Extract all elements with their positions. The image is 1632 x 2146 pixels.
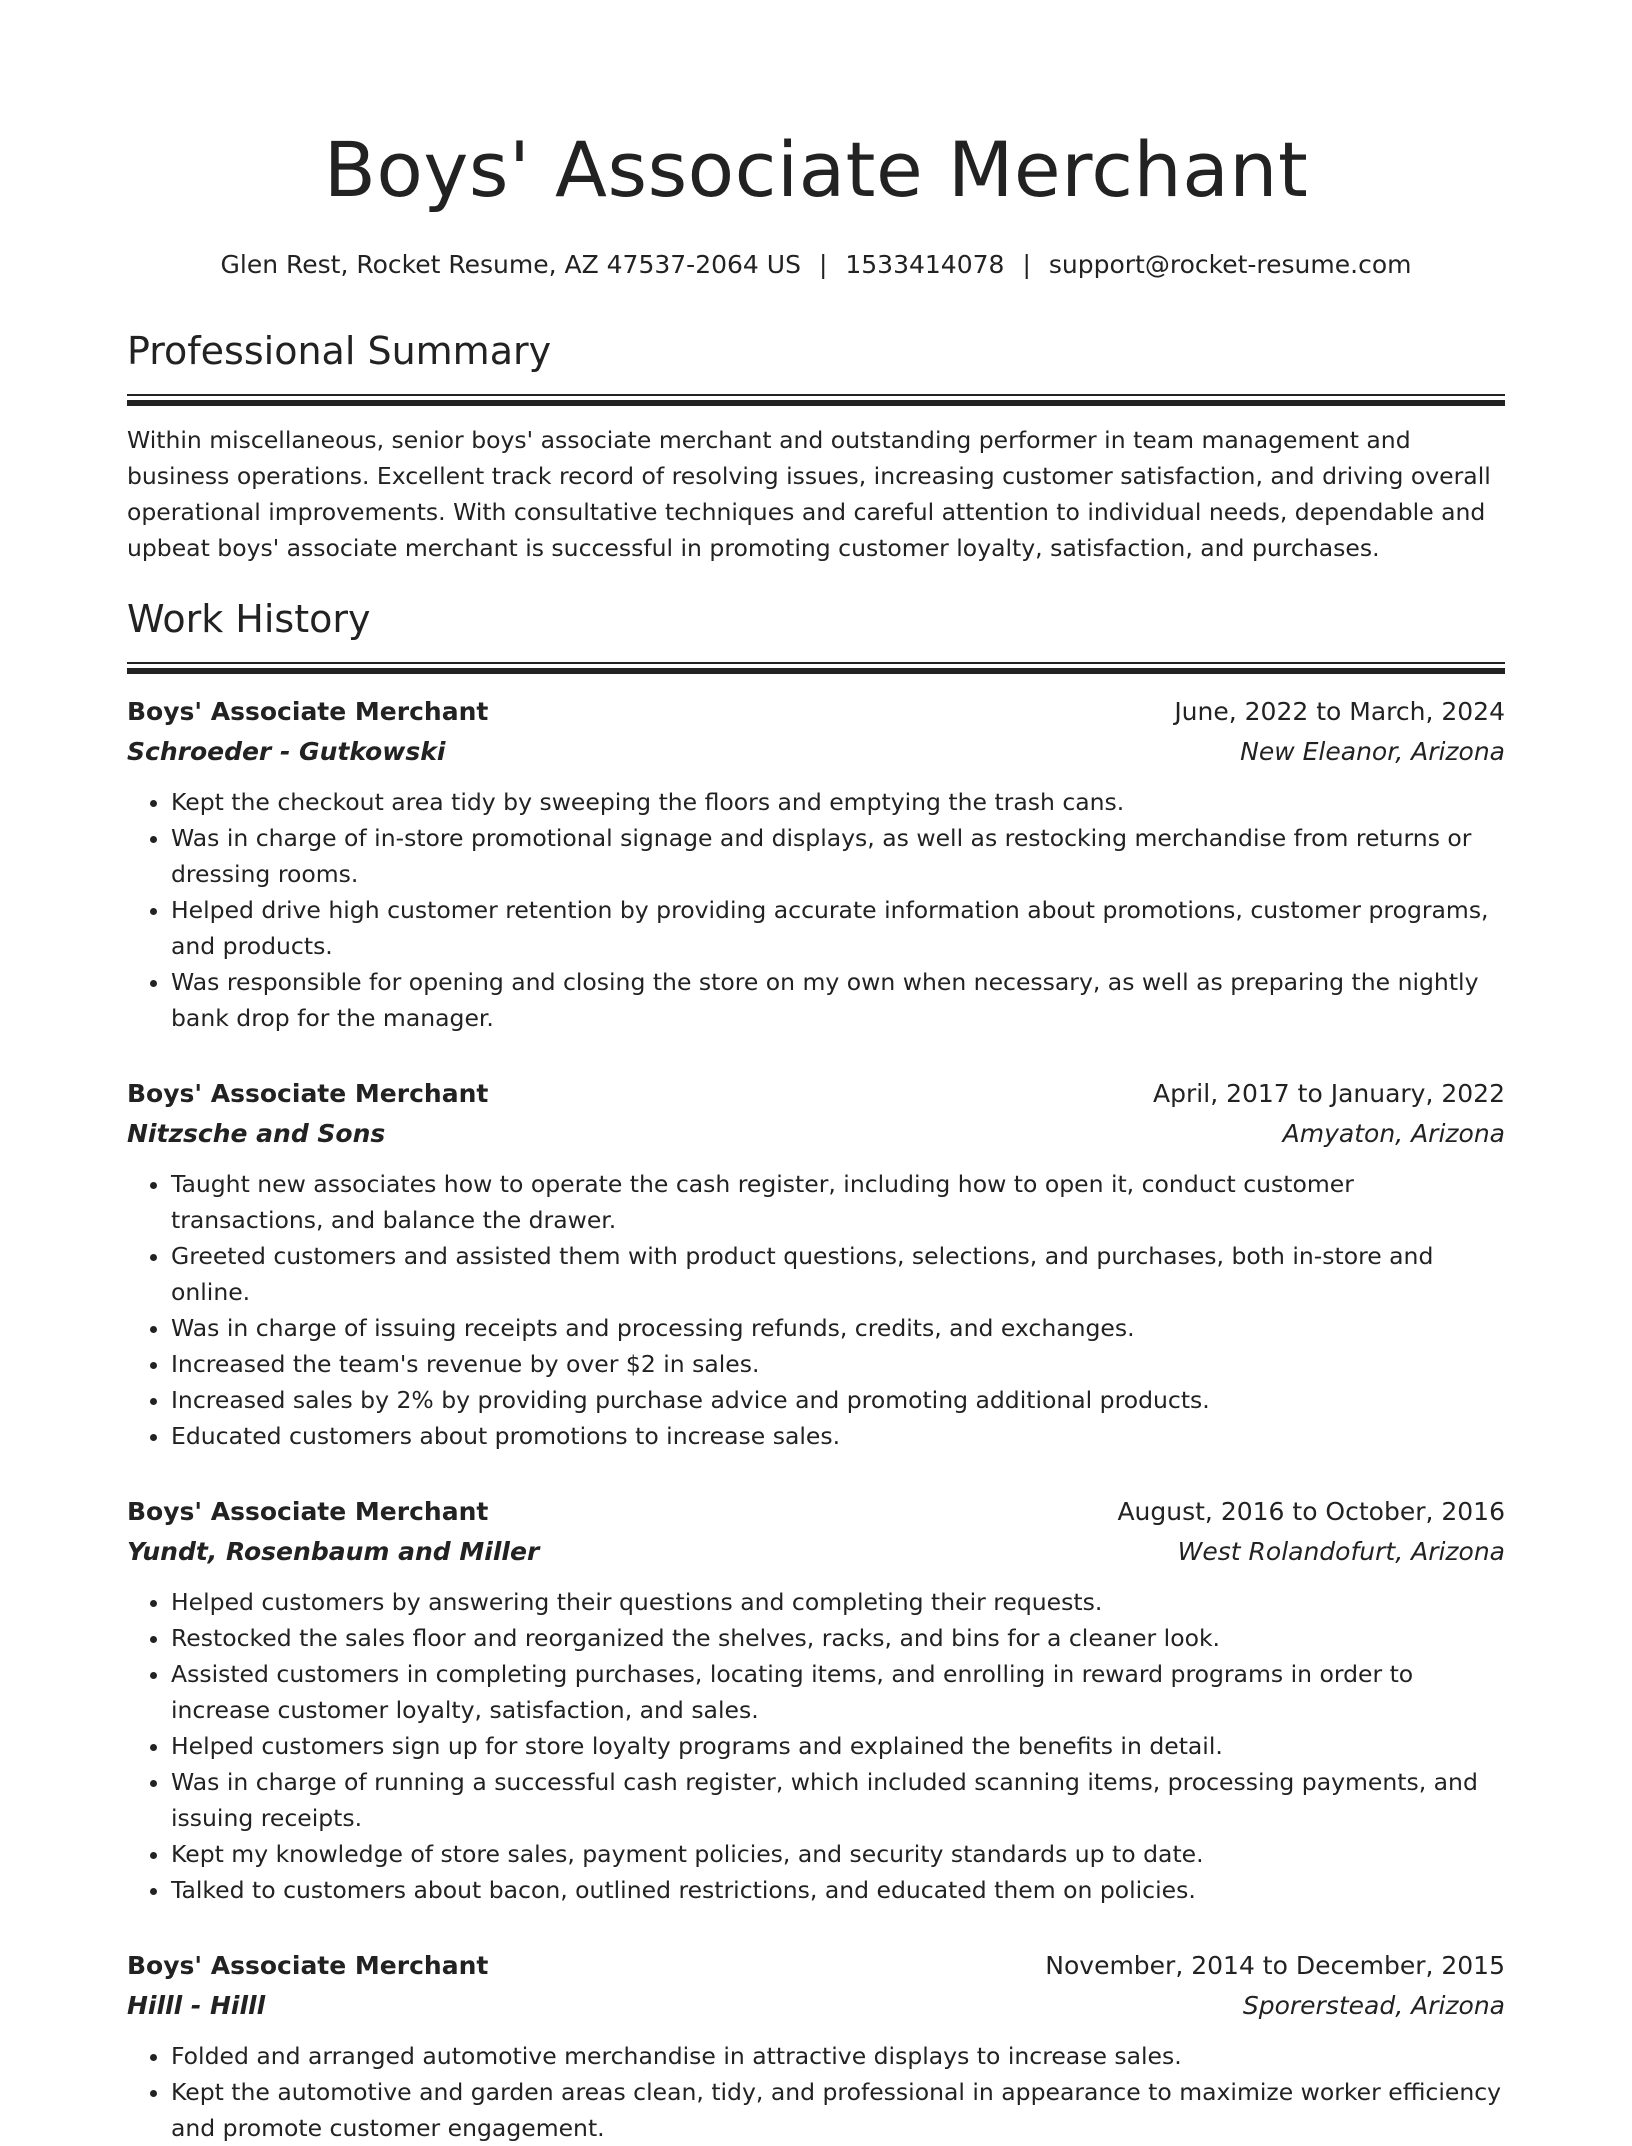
- job-dates: August, 2016 to October, 2016: [1117, 1497, 1505, 1526]
- contact-separator: |: [818, 250, 828, 279]
- contact-line: [127, 248, 1505, 282]
- job-title: Boys' Associate Merchant: [127, 1951, 489, 1980]
- job-dates: June, 2022 to March, 2024: [1174, 697, 1505, 726]
- list-item: • Talked to customers about bacon, outlined restrictions, and educated them on policies.: [171, 1872, 1505, 1908]
- section-title: Professional Summary: [127, 329, 552, 373]
- contact-email: support@rocket-resume.com: [1048, 250, 1412, 279]
- list-item: • Increased sales by 2% by providing purchase advice and promoting additional products.: [171, 1382, 1505, 1418]
- job-company: Schroeder - Gutkowski: [127, 737, 446, 766]
- job-entry: [127, 1946, 1505, 2146]
- contact-separator: |: [1022, 250, 1031, 279]
- list-item: • Kept the automotive and garden areas clean, tidy, and professional in appearance to maximize worker efficiency and promote customer engagement.: [171, 2074, 1505, 2146]
- summary-text: Within miscellaneous, senior boys' associate merchant and outstanding performer in team management and business operations. Excellent track record of resolving issues, increasing customer satisfaction, and driving overall operational improvements. With consultative techniques and careful attention to individual needs, dependable and upbeat boys' associate merchant is successful in promoting customer loyalty, satisfaction, and purchases.: [127, 426, 1491, 562]
- candidate-name: Boys' Associate Merchant: [323, 125, 1309, 214]
- list-item: • Helped customers sign up for store loyalty programs and explained the benefits in detail.: [171, 1728, 1505, 1764]
- job-bullets: [127, 1584, 1505, 1908]
- section-title: Work History: [127, 597, 371, 641]
- section-divider: [127, 394, 1505, 406]
- job-bullets: [127, 784, 1505, 1036]
- section-divider: [127, 662, 1505, 674]
- list-item: • Educated customers about promotions to increase sales.: [171, 1418, 1505, 1454]
- job-title: Boys' Associate Merchant: [127, 1079, 489, 1108]
- job-location: New Eleanor, Arizona: [1240, 737, 1505, 766]
- job-dates: November, 2014 to December, 2015: [1045, 1951, 1505, 1980]
- list-item: • Helped customers by answering their questions and completing their requests.: [171, 1584, 1505, 1620]
- job-entry: [127, 692, 1505, 1036]
- job-location: West Rolandofurt, Arizona: [1177, 1537, 1505, 1566]
- list-item: • Assisted customers in completing purchases, locating items, and enrolling in reward programs in order to increase customer loyalty, satisfaction, and sales.: [171, 1656, 1505, 1728]
- job-company: Hilll - Hilll: [127, 1991, 266, 2020]
- list-item: • Increased the team's revenue by over $2 in sales.: [171, 1346, 1505, 1382]
- job-bullets: [127, 2038, 1505, 2146]
- job-dates: April, 2017 to January, 2022: [1153, 1079, 1505, 1108]
- list-item: • Was responsible for opening and closing the store on my own when necessary, as well as preparing the nightly bank drop for the manager.: [171, 964, 1505, 1036]
- professional-summary-section: [127, 326, 1505, 566]
- contact-phone: 1533414078: [845, 250, 1005, 279]
- job-company: Yundt, Rosenbaum and Miller: [127, 1537, 540, 1566]
- contact-address: Glen Rest, Rocket Resume, AZ 47537-2064 US: [220, 250, 801, 279]
- job-company: Nitzsche and Sons: [127, 1119, 386, 1148]
- job-location: Amyaton, Arizona: [1282, 1119, 1505, 1148]
- job-title: Boys' Associate Merchant: [127, 1497, 489, 1526]
- work-history-section: [127, 594, 1505, 2146]
- list-item: • Was in charge of issuing receipts and processing refunds, credits, and exchanges.: [171, 1310, 1505, 1346]
- list-item: • Taught new associates how to operate the cash register, including how to open it, conduct customer transactions, and balance the drawer.: [171, 1166, 1505, 1238]
- list-item: • Folded and arranged automotive merchandise in attractive displays to increase sales.: [171, 2038, 1505, 2074]
- list-item: • Was in charge of running a successful cash register, which included scanning items, processing payments, and issuing receipts.: [171, 1764, 1505, 1836]
- list-item: • Kept my knowledge of store sales, payment policies, and security standards up to date.: [171, 1836, 1505, 1872]
- list-item: • Kept the checkout area tidy by sweeping the floors and emptying the trash cans.: [171, 784, 1505, 820]
- job-location: Sporerstead, Arizona: [1242, 1991, 1505, 2020]
- list-item: • Greeted customers and assisted them with product questions, selections, and purchases, both in-store and online.: [171, 1238, 1505, 1310]
- job-title: Boys' Associate Merchant: [127, 697, 489, 726]
- job-entry: [127, 1074, 1505, 1454]
- job-bullets: [127, 1166, 1505, 1454]
- list-item: • Helped drive high customer retention by providing accurate information about promotions, customer programs, and products.: [171, 892, 1505, 964]
- list-item: • Restocked the sales floor and reorganized the shelves, racks, and bins for a cleaner look.: [171, 1620, 1505, 1656]
- list-item: • Was in charge of in-store promotional signage and displays, as well as restocking merchandise from returns or dressing rooms.: [171, 820, 1505, 892]
- job-entry: [127, 1492, 1505, 1908]
